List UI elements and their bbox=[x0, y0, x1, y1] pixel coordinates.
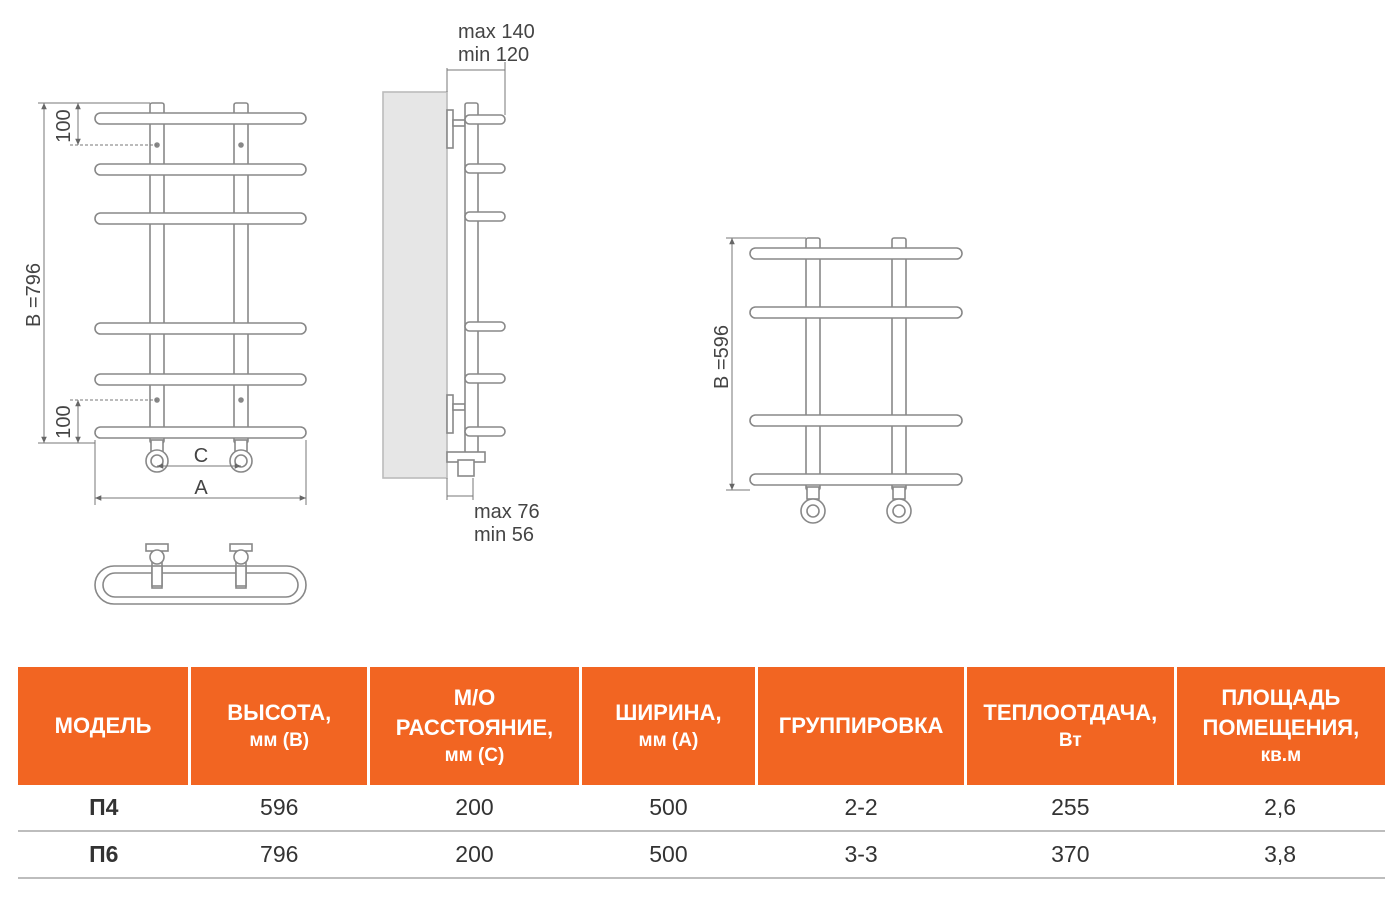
cell-heat-output: 370 bbox=[965, 831, 1175, 878]
header-model: МОДЕЛЬ bbox=[18, 667, 190, 785]
header-grouping: ГРУППИРОВКА bbox=[757, 667, 966, 785]
cell-grouping: 2-2 bbox=[757, 785, 966, 831]
cell-room-area: 3,8 bbox=[1175, 831, 1385, 878]
cell-center-distance: 200 bbox=[369, 785, 580, 831]
side-view bbox=[383, 92, 505, 478]
header-height: ВЫСОТА, мм (В) bbox=[190, 667, 369, 785]
dim-label-100-bottom: 100 bbox=[53, 405, 75, 439]
front-view-four-bar bbox=[750, 238, 962, 523]
rail-bar bbox=[95, 113, 306, 124]
rail-bar bbox=[750, 415, 962, 426]
specs-table bbox=[18, 667, 1385, 879]
table-row bbox=[18, 785, 1385, 831]
rail-bar bbox=[750, 248, 962, 259]
cell-height: 796 bbox=[190, 831, 369, 878]
dim-label-a: A bbox=[194, 477, 208, 499]
dim-label-100-top: 100 bbox=[53, 109, 75, 143]
header-width: ШИРИНА, мм (А) bbox=[580, 667, 757, 785]
rail-bar bbox=[95, 374, 306, 385]
dim-label-c: C bbox=[193, 445, 209, 467]
table-row bbox=[18, 831, 1385, 878]
rail-bar bbox=[95, 427, 306, 438]
offset-max-bottom: max 76 bbox=[474, 501, 540, 523]
cell-width: 500 bbox=[580, 831, 757, 878]
rail-bar bbox=[95, 213, 306, 224]
rail-bar bbox=[750, 307, 962, 318]
header-room-area: ПЛОЩАДЬ ПОМЕЩЕНИЯ, кв.м bbox=[1175, 667, 1385, 785]
header-heat-output: ТЕПЛООТДАЧА, Вт bbox=[965, 667, 1175, 785]
cell-height: 596 bbox=[190, 785, 369, 831]
cell-model: П4 bbox=[18, 785, 190, 831]
header-center-distance: М/О РАССТОЯНИЕ, мм (С) bbox=[369, 667, 580, 785]
cell-heat-output: 255 bbox=[965, 785, 1175, 831]
rail-bar bbox=[750, 474, 962, 485]
cell-width: 500 bbox=[580, 785, 757, 831]
cell-grouping: 3-3 bbox=[757, 831, 966, 878]
cell-model: П6 bbox=[18, 831, 190, 878]
rail-bar bbox=[95, 164, 306, 175]
rail-bar bbox=[95, 323, 306, 334]
cell-center-distance: 200 bbox=[369, 831, 580, 878]
offset-max-top: max 140 bbox=[458, 21, 535, 43]
cell-room-area: 2,6 bbox=[1175, 785, 1385, 831]
dim-label-b-large: B =796 bbox=[23, 263, 45, 327]
four-bar-dimensions bbox=[726, 238, 806, 490]
front-view-six-bar bbox=[95, 103, 306, 472]
offset-min-bottom: min 56 bbox=[474, 524, 535, 546]
offset-min-top: min 120 bbox=[458, 44, 530, 66]
table-header-row bbox=[18, 667, 1385, 785]
dim-label-b-small: B =596 bbox=[711, 325, 733, 389]
top-view bbox=[95, 544, 306, 604]
specs-table-container bbox=[18, 667, 1385, 879]
